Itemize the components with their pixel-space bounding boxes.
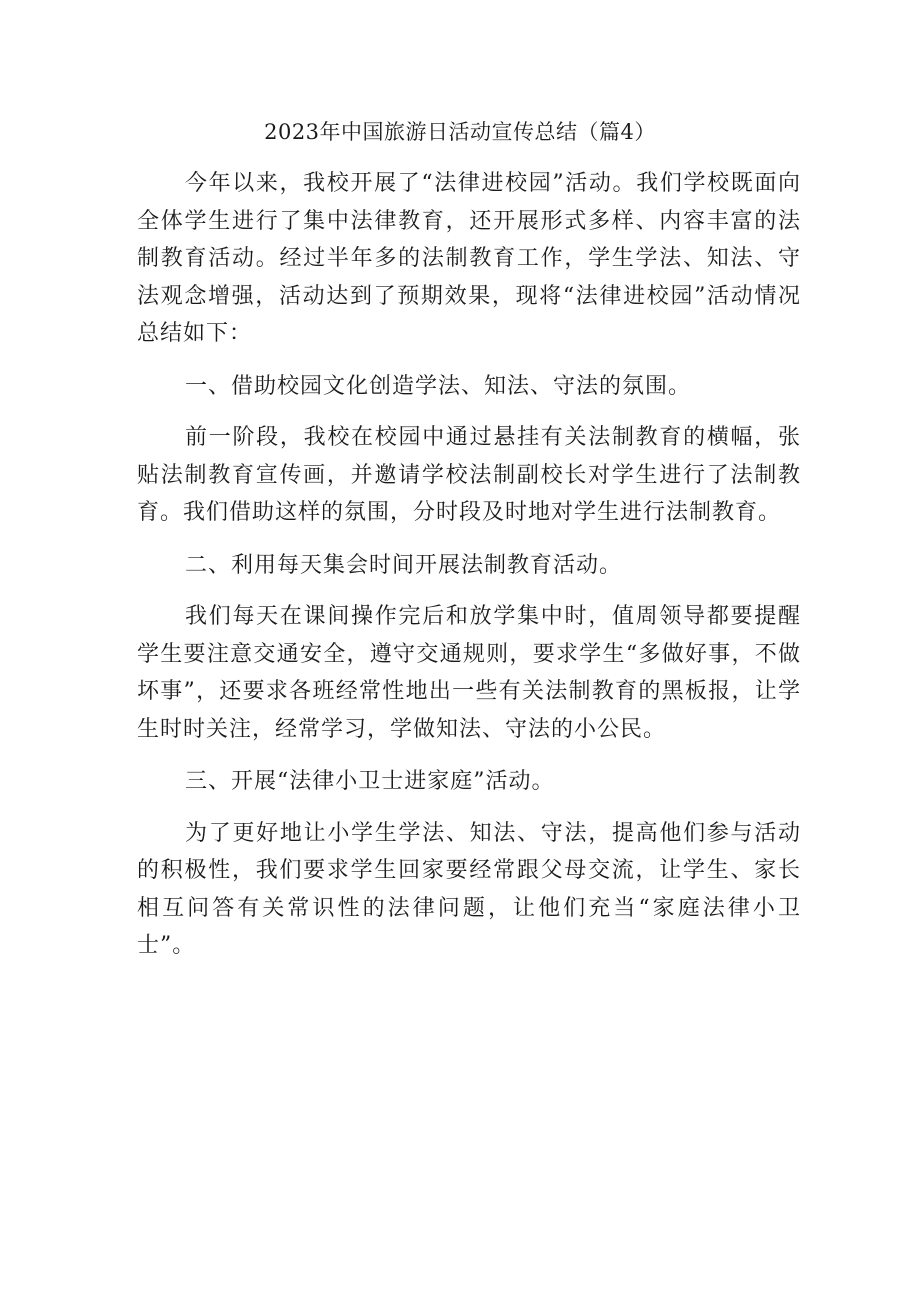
section-paragraph-3: 为了更好地让小学生学法、知法、守法，提高他们参与活动的积极性，我们要求学生回家要经常跟父母交流，让学生、家长相互问答有关常识性的法律问题，让他们充当“家庭法律小卫士”。: [137, 820, 801, 958]
document-body: [137, 165, 801, 980]
document-title: 2023年中国旅游日活动宣传总结（篇4）: [264, 120, 656, 144]
section-heading-3: 三、开展“法律小卫士进家庭”活动。: [185, 769, 555, 794]
section-heading-2: 二、利用每天集会时间开展法制教育活动。: [185, 552, 623, 578]
intro-paragraph: 今年以来，我校开展了“法律进校园”活动。我们学校既面向全体学生进行了集中法律教育，还开展形式多样、内容丰富的法制教育活动。经过半年多的法制教育工作，学生学法、知法、守法观念增强，活动达到了预期效果，现将“法律进校园”活动情况总结如下：: [137, 171, 801, 346]
section-paragraph-2: 我们每天在课间操作完后和放学集中时，值周领导都要提醒学生要注意交通安全，遵守交通规则，要求学生“多做好事，不做坏事”，还要求各班经常性地出一些有关法制教育的黑板报，让学生时时关注，经常学习，学做知法、守法的小公民。: [137, 604, 801, 742]
section-paragraph-1: 前一阶段，我校在校园中通过悬挂有关法制教育的横幅，张贴法制教育宣传画，并邀请学校法制副校长对学生进行了法制教育。我们借助这样的氛围，分时段及时地对学生进行法制教育。: [137, 425, 801, 525]
section-heading-1: 一、借助校园文化创造学法、知法、守法的氛围。: [185, 373, 692, 399]
